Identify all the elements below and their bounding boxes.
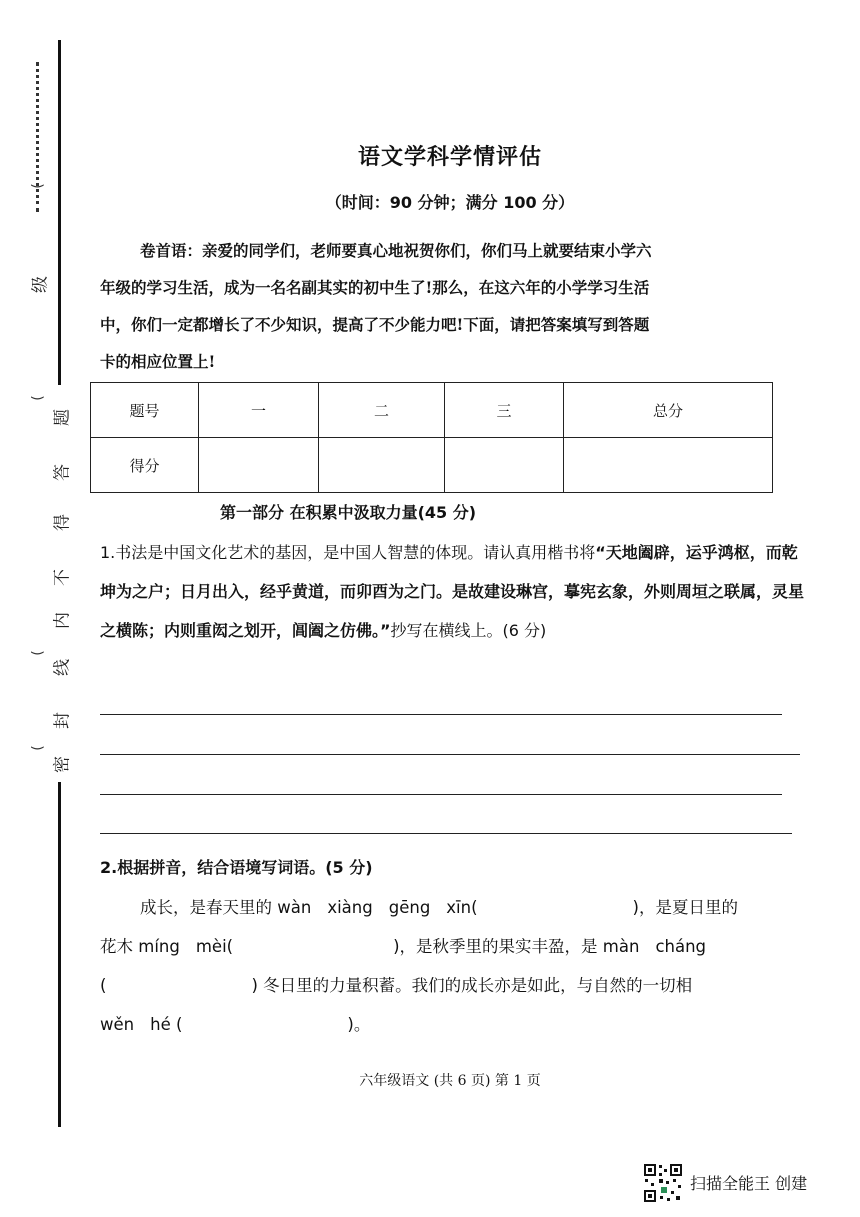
writing-line[interactable] [100, 714, 782, 715]
question-1-quote: “天地阖辟，运乎鸿枢，而乾坤为之户；日月出入，经乎黄道，而卯酉为之门。是故建设琳宫，摹宪玄象，外则周垣之联属，灵星之横陈；内则重闳之划开，阊阖之仿佛。” [100, 543, 805, 640]
q2-text: 花木 [100, 937, 133, 956]
question-1 [100, 533, 806, 650]
table-row [91, 383, 773, 438]
table-header-cell: 题号 [91, 383, 199, 438]
scanner-watermark: 扫描全能王 创建 [690, 1174, 808, 1193]
binding-char: 答 [52, 464, 73, 481]
writing-line[interactable] [100, 833, 792, 834]
preface-line: 卷首语：亲爱的同学们，老师要真心地祝贺你们，你们马上就要结束小学六 [140, 241, 652, 260]
binding-char: 得 [52, 514, 73, 531]
score-cell[interactable] [445, 438, 564, 493]
question-2-title: 2.根据拼音，结合语境写词语。(5 分) [100, 858, 373, 877]
pinyin: wàn [277, 898, 312, 917]
binding-char: 密 [52, 756, 73, 773]
q2-text: 成长，是春天里的 [140, 898, 272, 917]
section-title: 第一部分 在积累中汲取力量(45 分) [220, 503, 477, 522]
table-header-cell: 总分 [564, 383, 773, 438]
writing-line[interactable] [100, 754, 800, 755]
binding-char: 封 [52, 712, 73, 729]
preface [100, 232, 806, 380]
pinyin: mèi( [195, 937, 234, 956]
binding-char: 内 [52, 612, 73, 629]
qr-code-icon [643, 1163, 683, 1203]
binding-char: 不 [52, 569, 73, 586]
binding-char: 线 [52, 659, 73, 676]
page-footer: 六年级语文 (共 6 页) 第 1 页 [359, 1073, 541, 1089]
q2-text: ( [100, 976, 107, 995]
q2-text: )。 [347, 1015, 371, 1034]
score-cell[interactable] [199, 438, 319, 493]
exam-subtitle: （时间：90 分钟；满分 100 分） [325, 193, 575, 212]
binding-paren: ( [30, 395, 46, 401]
q2-text: )，是秋季里的果实丰盈，是 [393, 937, 598, 956]
q2-text: ) 冬日里的力量积蓄。我们的成长亦是如此，与自然的一切相 [251, 976, 693, 995]
score-cell[interactable] [319, 438, 445, 493]
question-1-prefix: 1.书法是中国文化艺术的基因，是中国人智慧的体现。请认真用楷书将 [100, 543, 596, 562]
pinyin: màn [602, 937, 640, 956]
pinyin: wěn [100, 1015, 135, 1034]
table-header-cell: 三 [445, 383, 564, 438]
score-table [90, 382, 773, 493]
score-cell[interactable] [564, 438, 773, 493]
preface-line: 年级的学习生活，成为一名名副其实的初中生了!那么，在这六年的小学学习生活 [100, 278, 650, 297]
binding-paren: ( [30, 650, 46, 656]
pinyin: hé ( [150, 1015, 183, 1034]
table-header-cell: 一 [199, 383, 319, 438]
pinyin: gēng [388, 898, 431, 917]
question-1-suffix: 抄写在横线上。(6 分) [390, 621, 547, 640]
preface-line: 中，你们一定都增长了不少知识，提高了不少能力吧!下面，请把答案填写到答题 [100, 315, 650, 334]
writing-line[interactable] [100, 794, 782, 795]
question-2-body [100, 888, 810, 1044]
pinyin: xīn( [446, 898, 478, 917]
binding-paren: ( [30, 745, 46, 751]
q2-text: )，是夏日里的 [632, 898, 738, 917]
pinyin: cháng [655, 937, 707, 956]
table-row [91, 438, 773, 493]
table-header-cell: 二 [319, 383, 445, 438]
binding-char: 题 [52, 409, 73, 426]
preface-line: 卡的相应位置上! [100, 352, 216, 371]
exam-title: 语文学科学情评估 [357, 144, 542, 170]
pinyin: míng [138, 937, 180, 956]
pinyin: xiàng [327, 898, 373, 917]
table-row-label: 得分 [91, 438, 199, 493]
binding-char: 级 [30, 276, 51, 293]
binding-paren: ( [30, 183, 46, 189]
